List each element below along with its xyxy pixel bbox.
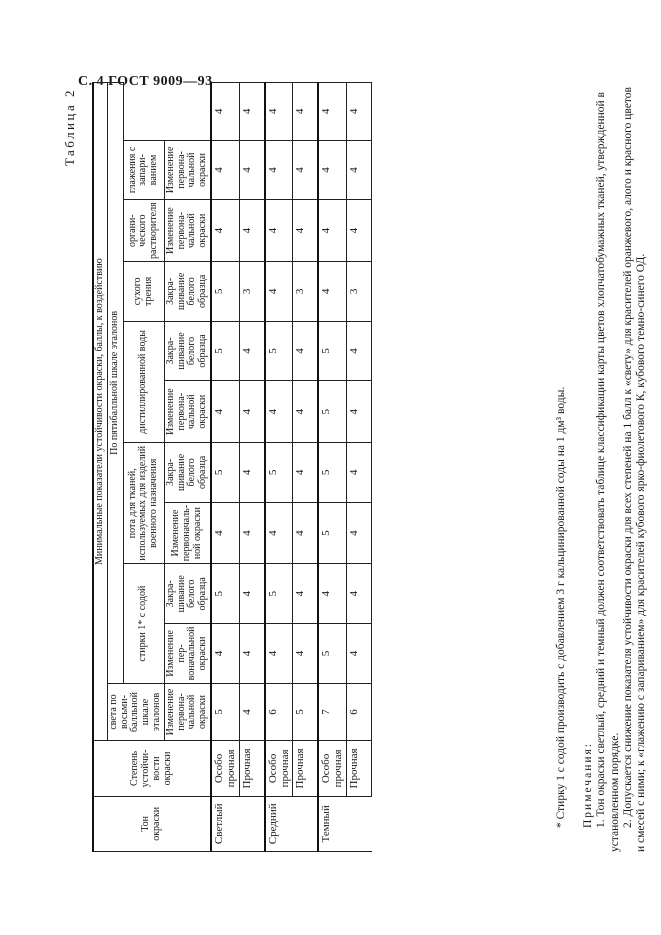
header-friction: сухого трения [123,262,164,322]
row-tone [293,796,319,851]
notes-block [555,82,648,852]
sub-sweat-change: Изменение первоначальной окраски [164,502,211,564]
table-cell: 5 [265,564,293,624]
header-wash: стирки 1* с содой [123,564,164,683]
table-cell: 4 [239,321,265,381]
table-cell: 4 [211,83,239,141]
note-1: 1. Тон окраски светлый, средний и темный должен соответствовать таблице классификации карты цветов хлопчатобумажных тканей, утвержденной в установленном порядке. [595,92,621,852]
header-solvent: органического растворителя [123,200,164,262]
table-cell: 3 [293,262,319,322]
row-tone: Средний [265,796,293,851]
table-cell: 3 [347,262,372,322]
table-cell: 4 [211,624,239,684]
table-cell: 3 [239,262,265,322]
table-cell: 7 [318,683,346,741]
row-degree: Особо прочная [265,741,293,796]
sub-light-change: Изменение первоначальной окраски [164,683,211,741]
sub-ironing-change: Изменение первоначальной окраски [164,140,211,200]
table-cell: 4 [211,140,239,200]
table-cell: 4 [265,200,293,262]
table-cell: 4 [293,140,319,200]
table-cell: 4 [265,502,293,564]
table-cell: 4 [239,624,265,684]
row-degree: Прочная [293,741,319,796]
table-cell: 4 [239,564,265,624]
table-cell: 6 [347,683,372,741]
table-cell: 4 [265,262,293,322]
table-cell: 5 [318,624,346,684]
sub-wash-change: Изменение первоначальной окраски [164,624,211,684]
table-cell: 4 [293,564,319,624]
table-cell: 4 [347,502,372,564]
header-degree: Степень устойчивости окраски [93,741,211,796]
table-cell: 4 [265,83,293,141]
table-cell: 4 [239,200,265,262]
table-cell: 5 [265,443,293,503]
table-cell: 4 [347,200,372,262]
header-scale-note: По пятибалльной шкале эталонов [107,83,123,684]
row-degree: Прочная [347,741,372,796]
table-cell: 4 [239,502,265,564]
table-cell: 5 [318,443,346,503]
table-cell: 4 [293,443,319,503]
row-tone: Светлый [211,796,239,851]
notes-title: Примечания: [582,742,595,828]
table-cell: 4 [318,564,346,624]
page-header: С. 4 ГОСТ 9009—93 [78,74,213,89]
table-row [318,83,346,852]
table-cell: 5 [211,321,239,381]
table-cell: 4 [293,624,319,684]
table-cell: 4 [239,443,265,503]
table-cell: 4 [347,83,372,141]
footnote: * Стирку 1 с содой производить с добавлением 3 г кальцинированной соды на 1 дм³ воды. [555,386,567,828]
header-tone: Тон окраски [93,796,211,851]
table-cell: 5 [265,321,293,381]
sub-water-stain: Закрашивание белого образца [164,321,211,381]
table-cell: 4 [318,200,346,262]
table-caption: Таблица 2 [62,88,77,167]
table-cell: 4 [265,624,293,684]
table-cell: 4 [293,502,319,564]
table-cell: 4 [211,502,239,564]
sub-water-change: Изменение первоначальной окраски [164,381,211,443]
header-sweat: пота для тканей, используемых для изделий военного назначения [123,443,164,564]
table-cell: 5 [211,443,239,503]
table-cell: 4 [293,83,319,141]
header-ironing: глажения с запариванием [123,140,164,200]
table-cell: 4 [239,381,265,443]
table-cell: 4 [239,683,265,741]
sub-wash-stain: Закрашивание белого образца [164,564,211,624]
table-cell: 6 [265,683,293,741]
table-cell: 5 [293,683,319,741]
table-cell: 5 [318,502,346,564]
table-row [239,83,265,852]
row-degree: Прочная [239,741,265,796]
row-degree: Особо прочная [318,741,346,796]
table-row [293,83,319,852]
table-cell: 4 [293,381,319,443]
table-cell: 4 [318,83,346,141]
table-cell: 4 [239,83,265,141]
rotated-table-block [62,82,648,852]
row-tone [347,796,372,851]
row-degree: Особо прочная [211,741,239,796]
fastness-table [92,82,372,852]
note-2: 2. Допускается снижение показателя устойчивости окраски для всех степеней на 1 балл к «свету» для красителей оранжевого, алого и красного цветов и смесей с ними; к «глажению с запариванием» для красителей кубового ярко-фиолетового К, кубового темно-синего ОД. [621,87,648,852]
table-cell: 5 [211,564,239,624]
table-cell: 4 [293,321,319,381]
table-cell: 4 [265,381,293,443]
sub-friction-stain: Закрашивание белого образца [164,262,211,322]
row-tone [239,796,265,851]
table-cell: 4 [347,321,372,381]
table-cell: 4 [347,381,372,443]
sub-solvent-change: Изменение первоначальной окраски [164,200,211,262]
table-cell: 5 [211,683,239,741]
header-water: дистиллированной воды [123,321,164,442]
table-cell: 4 [293,200,319,262]
header-light: света по восьмибалльной шкале эталонов [107,683,164,741]
table-cell: 4 [239,140,265,200]
table-cell: 4 [211,381,239,443]
table-cell: 4 [347,624,372,684]
table-cell: 4 [347,564,372,624]
table-cell: 4 [347,140,372,200]
table-cell: 4 [318,262,346,322]
table-cell: 4 [347,443,372,503]
row-tone: Темный [318,796,346,851]
table-row [211,83,239,852]
table-row [265,83,293,852]
table-cell: 4 [211,200,239,262]
sub-sweat-stain: Закрашивание белого образца [164,443,211,503]
table-cell: 4 [265,140,293,200]
table-cell: 5 [318,381,346,443]
table-row [347,83,372,852]
table-cell: 5 [318,321,346,381]
header-main: Минимальные показатели устойчивости окраски, баллы, к воздействию [93,83,107,741]
table-cell: 4 [318,140,346,200]
table-cell: 5 [211,262,239,322]
